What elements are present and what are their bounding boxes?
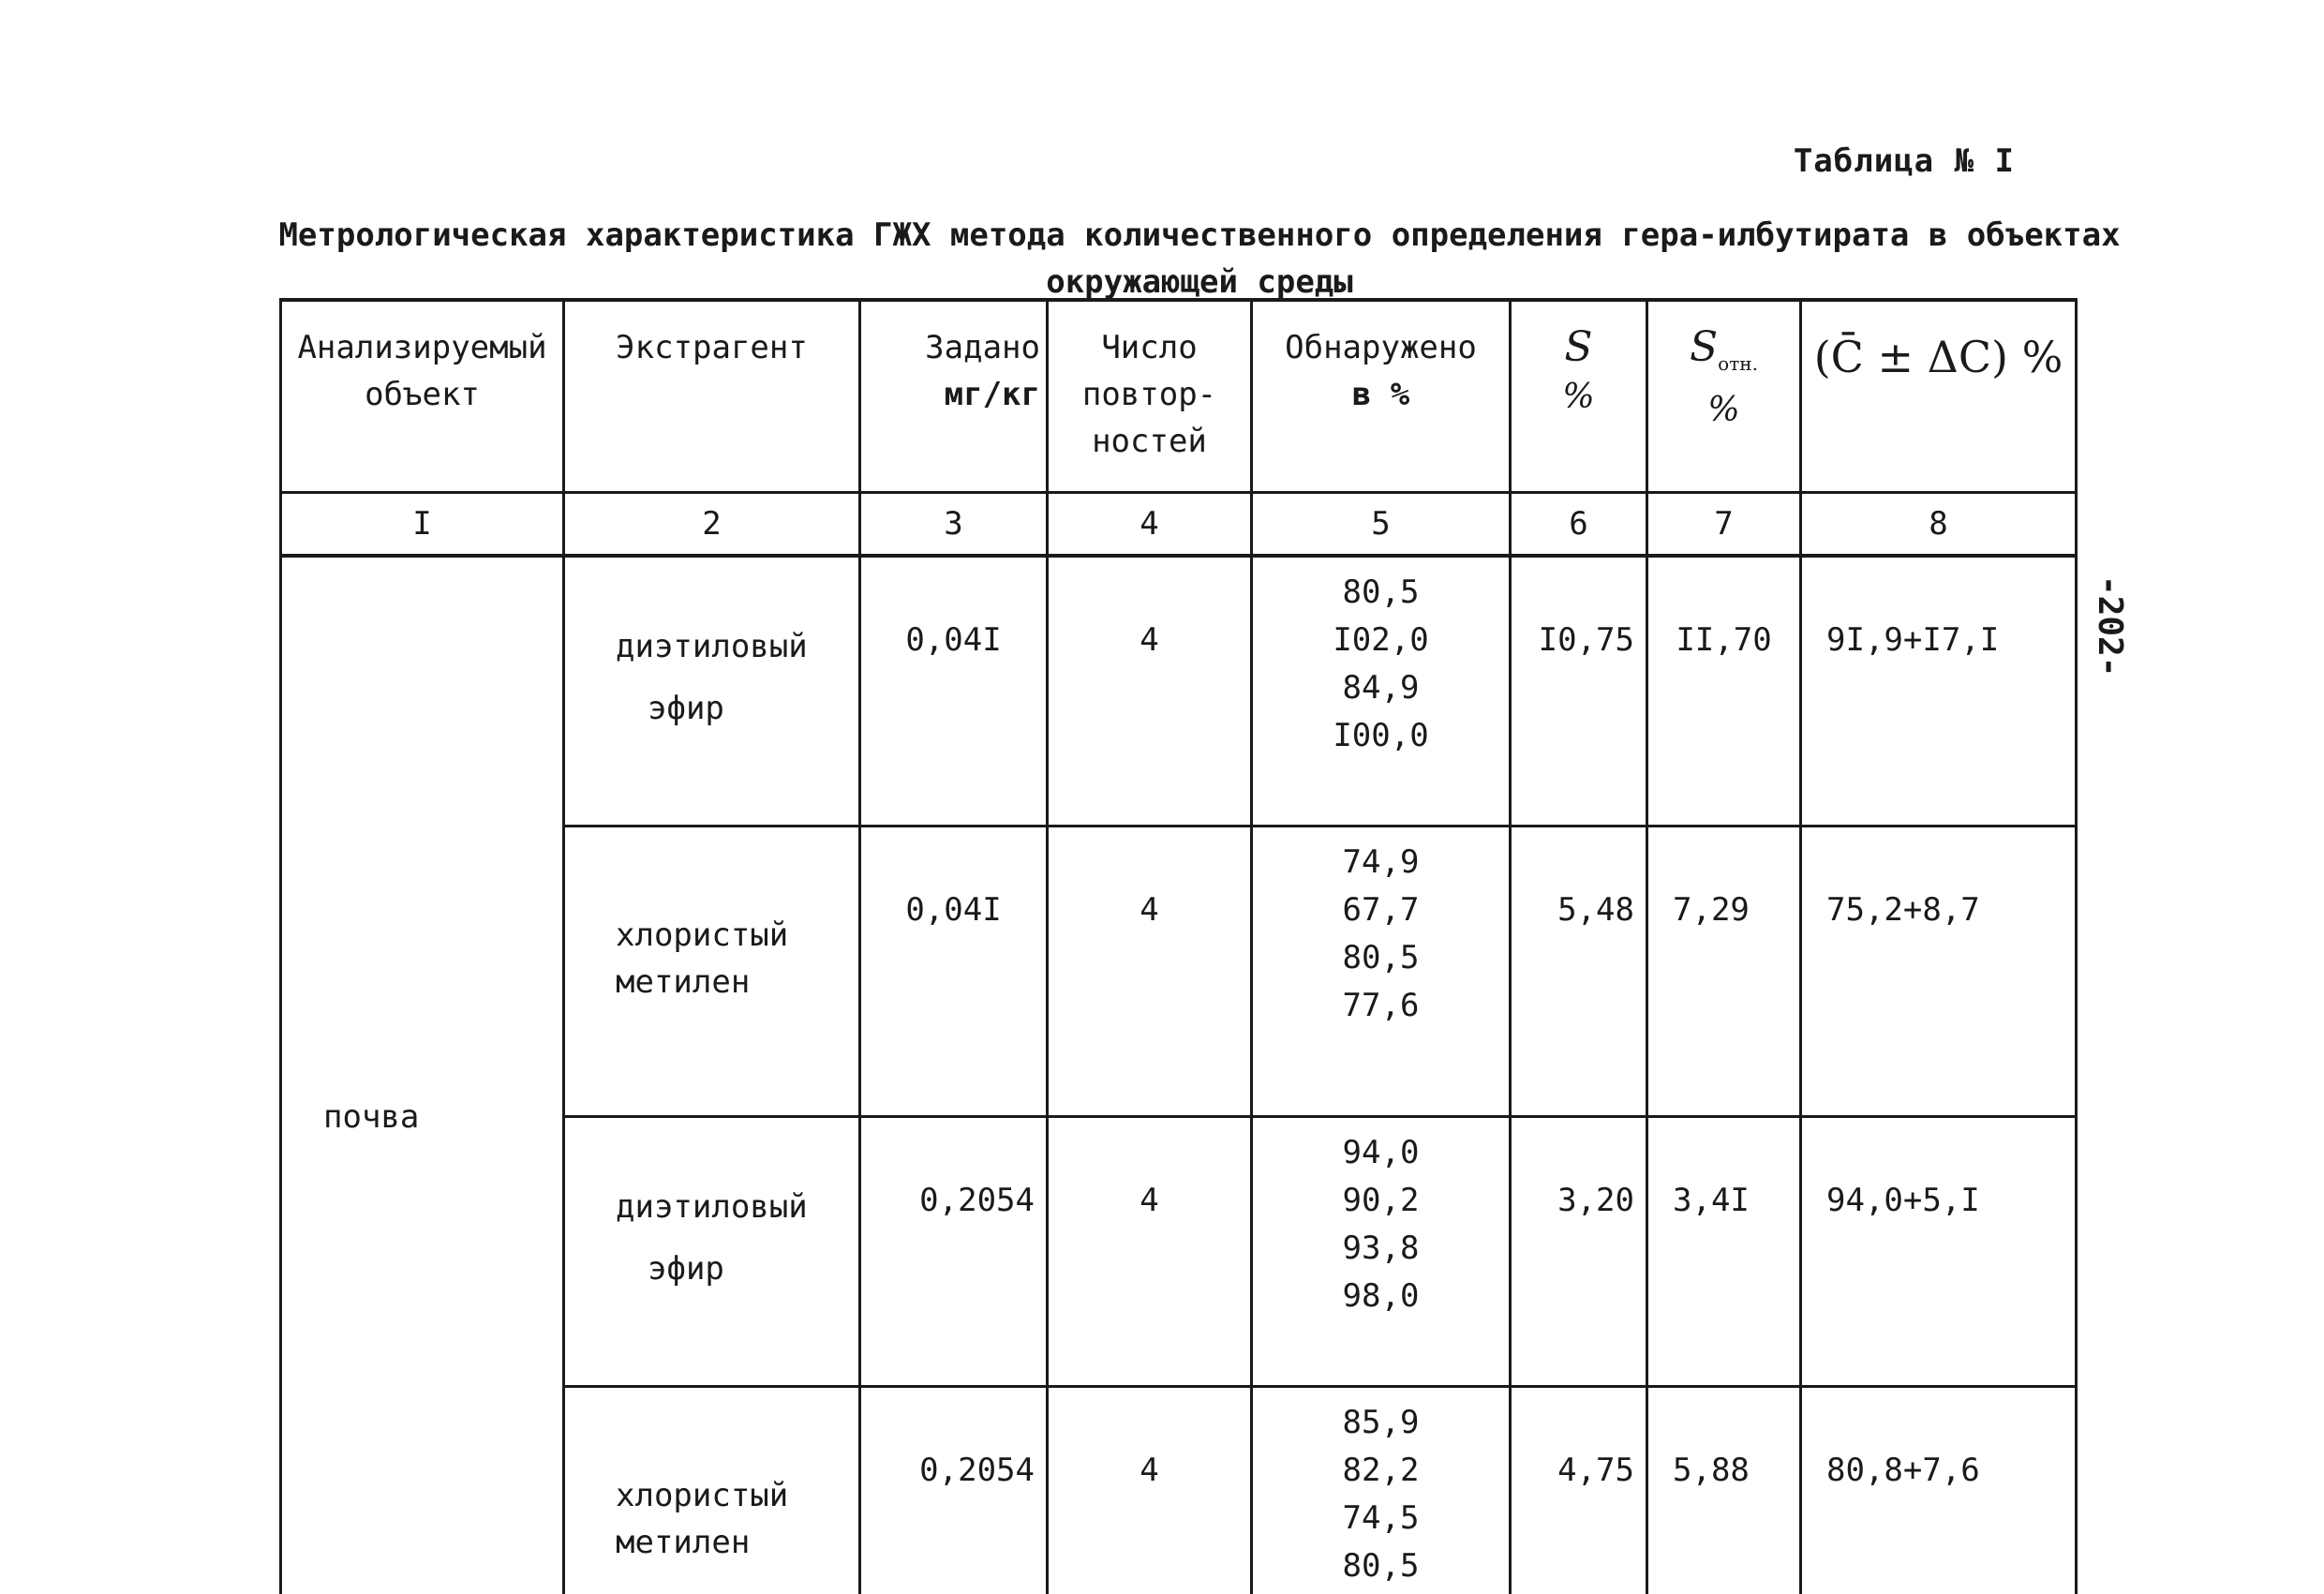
- column-number: 4: [1048, 493, 1252, 557]
- column-number: 8: [1801, 493, 2077, 557]
- given-cell: 0,04I: [860, 827, 1048, 1117]
- header-row: [281, 300, 2077, 493]
- extractant-cell: [564, 1117, 860, 1387]
- header-object: [281, 300, 564, 493]
- header-repeats: [1048, 300, 1252, 493]
- header-given-line1: Задано: [925, 329, 1040, 366]
- found-value: 93,8: [1342, 1229, 1420, 1267]
- table-number: Таблица № I: [1793, 142, 2015, 180]
- header-object-line1: Анализируемый: [297, 329, 547, 366]
- found-cell: [1252, 1117, 1511, 1387]
- given-cell: 0,2054: [860, 1387, 1048, 1594]
- found-value: 85,9: [1342, 1404, 1420, 1441]
- s-rel-cell: 7,29: [1647, 827, 1801, 1117]
- given-cell: 0,2054: [860, 1117, 1048, 1387]
- caption-line-2: окружающей среды: [1046, 263, 1353, 301]
- found-value: 98,0: [1342, 1277, 1420, 1315]
- header-s-unit: %: [1562, 378, 1595, 416]
- column-number: 2: [564, 493, 860, 557]
- repeats-cell: 4: [1048, 1117, 1252, 1387]
- extractant-line1: хлористый: [616, 916, 789, 954]
- column-number: 3: [860, 493, 1048, 557]
- column-number: 7: [1647, 493, 1801, 557]
- header-s-rel: [1647, 300, 1801, 493]
- column-number: 6: [1511, 493, 1647, 557]
- found-value: 74,5: [1342, 1499, 1420, 1537]
- s-cell: 3,20: [1511, 1117, 1647, 1387]
- found-value: 67,7: [1342, 891, 1420, 929]
- header-found-line1: Обнаружено: [1285, 329, 1477, 366]
- s-cell: 4,75: [1511, 1387, 1647, 1594]
- header-extractant: Экстрагент: [564, 300, 860, 493]
- extractant-line2: метилен: [616, 963, 751, 1001]
- extractant-line1: хлористый: [616, 1477, 789, 1514]
- found-cell: [1252, 556, 1511, 827]
- header-s-rel-subscript: отн.: [1718, 351, 1758, 375]
- header-s-rel-unit: %: [1707, 390, 1740, 429]
- extractant-line1: диэтиловый: [616, 1188, 808, 1226]
- found-value: I02,0: [1333, 621, 1429, 659]
- header-given-line2: мг/кг: [944, 376, 1040, 413]
- s-rel-cell: II,70: [1647, 556, 1801, 827]
- header-repeats-line1: Число: [1101, 329, 1198, 366]
- extractant-cell: [564, 556, 860, 827]
- found-value: I00,0: [1333, 717, 1429, 754]
- repeats-cell: 4: [1048, 827, 1252, 1117]
- extractant-line2: метилен: [616, 1524, 751, 1561]
- extractant-line1: диэтиловый: [616, 628, 808, 665]
- s-cell: 5,48: [1511, 827, 1647, 1117]
- header-found: [1252, 300, 1511, 493]
- header-s-rel-symbol: [1690, 323, 1758, 375]
- found-cell: [1252, 1387, 1511, 1594]
- found-value: 94,0: [1342, 1134, 1420, 1171]
- column-number: 5: [1252, 493, 1511, 557]
- column-number-row: [281, 493, 2077, 557]
- found-value: 82,2: [1342, 1452, 1420, 1489]
- found-value: 84,9: [1342, 669, 1420, 707]
- s-cell: I0,75: [1511, 556, 1647, 827]
- header-repeats-line2: повтор-: [1081, 376, 1217, 413]
- page-number: -202-: [2091, 575, 2129, 678]
- table-caption: [272, 212, 2127, 305]
- header-found-line2: в %: [1351, 376, 1410, 413]
- header-result: (C̄ ± ΔC) %: [1801, 300, 2077, 493]
- header-object-line2: объект: [365, 376, 480, 413]
- column-number: I: [281, 493, 564, 557]
- s-rel-cell: 3,4I: [1647, 1117, 1801, 1387]
- table-row: [281, 556, 2077, 827]
- result-cell: 9I,9+I7,I: [1801, 556, 2077, 827]
- header-s-rel-letter: S: [1690, 323, 1719, 371]
- found-value: 80,5: [1342, 939, 1420, 976]
- extractant-line2: эфир: [648, 1250, 724, 1288]
- result-cell: 80,8+7,6: [1801, 1387, 2077, 1594]
- metrology-table: [279, 298, 2078, 1594]
- header-given: [860, 300, 1048, 493]
- s-rel-cell: 5,88: [1647, 1387, 1801, 1594]
- result-cell: 75,2+8,7: [1801, 827, 2077, 1117]
- found-value: 74,9: [1342, 843, 1420, 881]
- object-cell: почва: [281, 556, 564, 1594]
- found-value: 80,5: [1342, 574, 1420, 611]
- found-value: 77,6: [1342, 987, 1420, 1024]
- caption-line-1: Метрологическая характеристика ГЖХ метода количественного определения гера‐илбутирата в объектах: [278, 216, 2121, 254]
- found-value: 80,5: [1342, 1547, 1420, 1585]
- header-repeats-line3: ностей: [1092, 423, 1207, 460]
- found-value: 90,2: [1342, 1182, 1420, 1219]
- extractant-cell: [564, 1387, 860, 1594]
- repeats-cell: 4: [1048, 556, 1252, 827]
- result-cell: 94,0+5,I: [1801, 1117, 2077, 1387]
- header-s: [1511, 300, 1647, 493]
- given-cell: 0,04I: [860, 556, 1048, 827]
- header-s-symbol: S: [1564, 323, 1593, 371]
- repeats-cell: 4: [1048, 1387, 1252, 1594]
- extractant-cell: [564, 827, 860, 1117]
- found-cell: [1252, 827, 1511, 1117]
- extractant-line2: эфир: [648, 690, 724, 727]
